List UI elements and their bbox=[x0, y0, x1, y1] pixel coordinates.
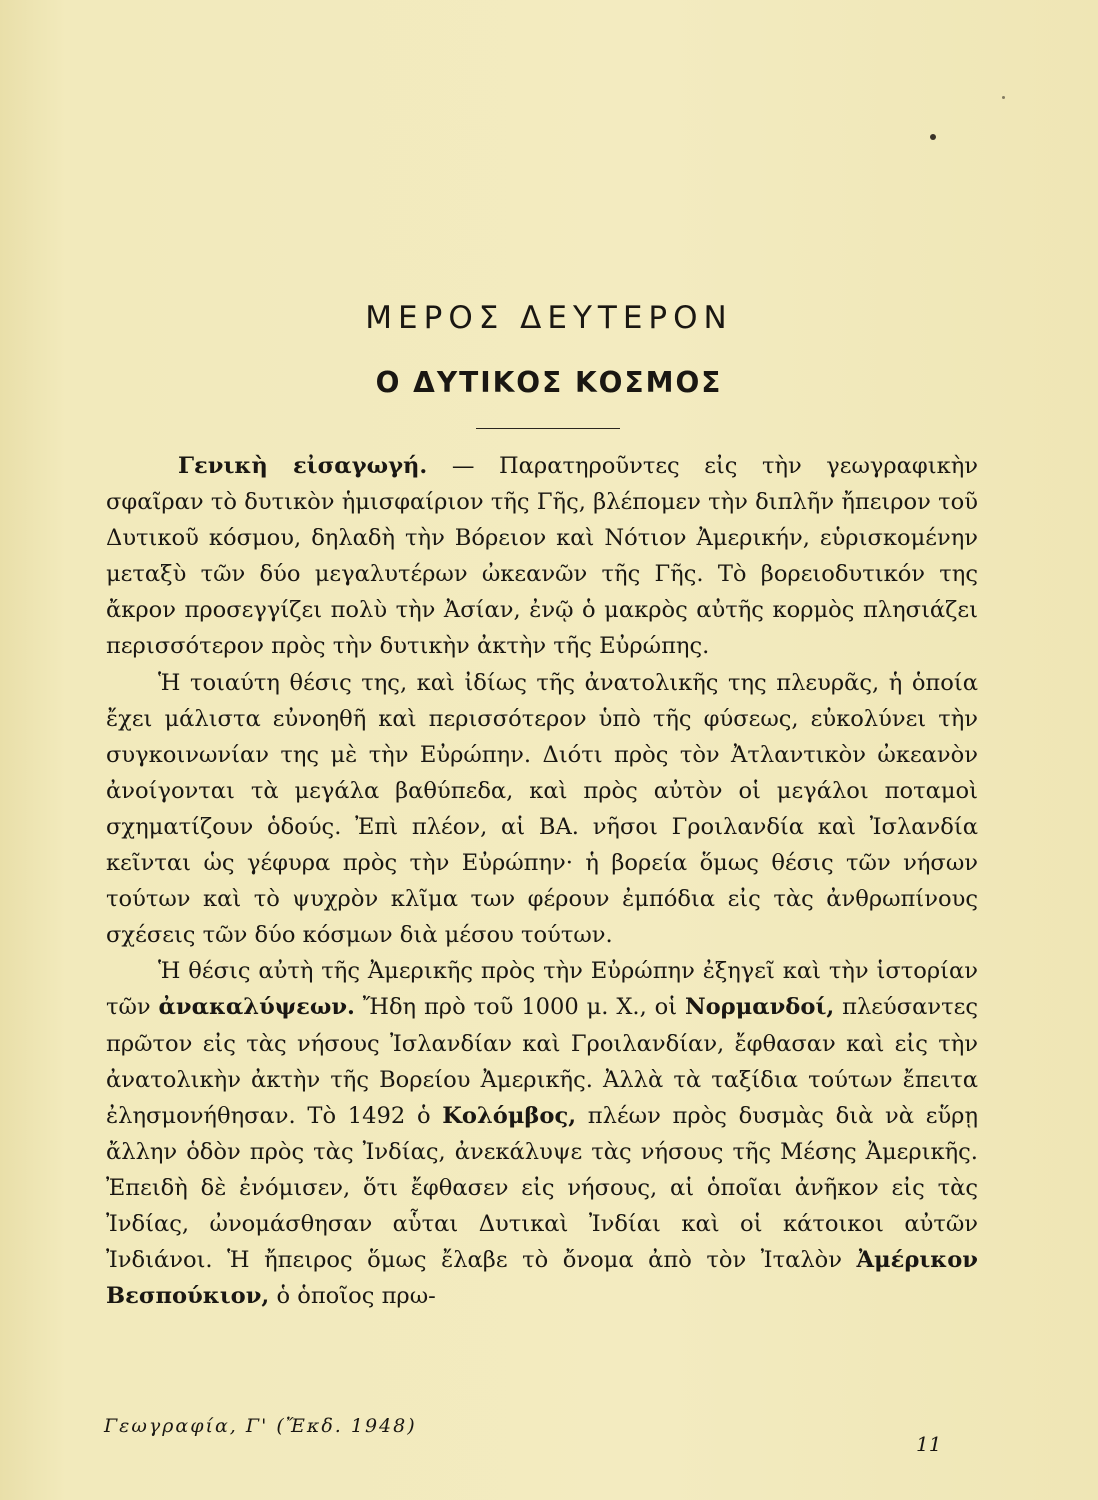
part-title: ΜΕΡΟΣ ΔΕΥΤΕΡΟΝ bbox=[365, 300, 733, 336]
bold-term: Κολόμβος, bbox=[442, 1102, 577, 1129]
page-number: 11 bbox=[916, 1432, 942, 1456]
text-run: Ἤδη πρὸ τοῦ 1000 μ. Χ., οἱ bbox=[354, 994, 685, 1021]
ink-speck bbox=[1002, 96, 1005, 99]
paragraph-text: — Παρατηροῦντες εἰς τὴν γεωγραφικὴν σφαῖραν τὸ δυτικὸν ἡμισφαίριον τῆς Γῆς, βλέπομεν τὴν διπλῆν ἤπειρον τοῦ Δυτικοῦ κόσμου, δηλαδὴ τὴν Βόρειον καὶ Νότιον Ἀμερικήν, εὑρισκομένην μεταξὺ τῶν δύο μεγαλυτέρων ὠκεανῶν τῆς Γῆς. Τὸ βορειοδυτικόν της ἄκρον προσεγγίζει πολὺ τὴν Ἀσίαν, ἐνῷ ὁ μακρὸς αὐτῆς κορμὸς πλησιάζει περισσότερον πρὸς τὴν δυτικὴν ἀκτὴν τῆς Εὐρώπης. bbox=[106, 453, 978, 660]
paragraph-intro bbox=[106, 448, 978, 665]
body-text bbox=[106, 448, 978, 1314]
text-run: πλέων πρὸς δυσμὰς διὰ νὰ εὕρῃ ἄλλην ὁδὸν πρὸς τὰς Ἰνδίας, ἀνεκάλυψε τὰς νήσους τῆς Μέσης Ἀμερικῆς. Ἐπειδὴ δὲ ἐνόμισεν, ὅτι ἔφθασεν εἰς νήσους, αἱ ὁποῖαι ἀνῆκον εἰς τὰς Ἰνδίας, ὠνομάσθησαν αὗται Δυτικαὶ Ἰνδίαι καὶ οἱ κάτοικοι αὐτῶν Ἰνδιάνοι. Ἡ ἤπειρος ὅμως ἔλαβε τὸ ὄνομα ἀπὸ τὸν Ἰταλὸν bbox=[106, 1102, 979, 1274]
text-run: ὁ ὁποῖος πρω- bbox=[269, 1283, 436, 1310]
paragraph-position: Ἡ τοιαύτη θέσις της, καὶ ἰδίως τῆς ἀνατολικῆς της πλευρᾶς, ἡ ὁποία ἔχει μάλιστα εὐνοηθῆ καὶ περισσότερον ὑπὸ τῆς φύσεως, εὐκολύνει τὴν συγκοινωνίαν της μὲ τὴν Εὐρώπην. Διότι πρὸς τὸν Ἀτλαντικὸν ὠκεανὸν ἀνοίγονται τὰ μεγάλα βαθύπεδα, καὶ πρὸς αὐτὸν οἱ μεγάλοι ποταμοὶ σχηματίζουν ὁδούς. Ἐπὶ πλέον, αἱ ΒΑ. νῆσοι Γροιλανδία καὶ Ἰσλανδία κεῖνται ὡς γέφυρα πρὸς τὴν Εὐρώπην· ἡ βορεία ὅμως θέσις τῶν νήσων τούτων καὶ τὸ ψυχρὸν κλῖμα των φέρουν ἐμπόδια εἰς τὰς ἀνθρωπίνους σχέσεις τῶν δύο κόσμων διὰ μέσου τούτων. bbox=[106, 669, 978, 949]
ink-speck bbox=[930, 134, 936, 140]
text-run: πλεύσαντες πρῶτον εἰς τὰς νήσους Ἰσλανδίαν καὶ Γροιλανδίαν, ἔφθασαν καὶ εἰς τὴν ἀνατολικὴν ἀκτὴν τῆς Βορείου Ἀμερικῆς. Ἀλλὰ τὰ ταξίδια τούτων ἔπειτα ἐλησμονήθησαν. Τὸ 1492 ὁ bbox=[106, 994, 978, 1129]
paragraph-lead: Γενικὴ εἰσαγωγή. bbox=[178, 453, 428, 479]
chapter-title: Ο ΔΥΤΙΚΟΣ ΚΟΣΜΟΣ bbox=[375, 366, 723, 399]
footer-source: Γεωγραφία, Γ' (Ἔκδ. 1948) bbox=[104, 1415, 417, 1437]
title-divider bbox=[476, 428, 620, 429]
bold-term: Ἀμέρικον Βεσπούκιον, bbox=[106, 1247, 978, 1310]
paragraph-discoveries bbox=[106, 953, 978, 1314]
bold-term: ἀνακαλύψεων. bbox=[158, 994, 355, 1021]
text-run: Ἡ θέσις αὐτὴ τῆς Ἀμερικῆς πρὸς τὴν Εὐρώπην ἐξηγεῖ καὶ τὴν ἱστορίαν τῶν bbox=[106, 958, 978, 1021]
bold-term: Νορμανδοί, bbox=[684, 994, 835, 1021]
